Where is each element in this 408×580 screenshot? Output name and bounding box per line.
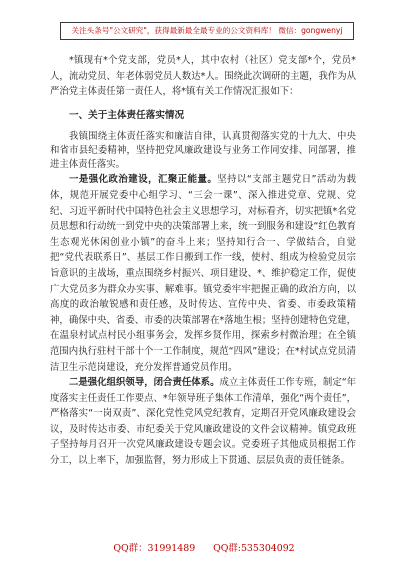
- point-one-paragraph: [50, 172, 356, 375]
- footer-qq-2: QQ群:535304092: [213, 543, 295, 554]
- footer-contact: [0, 540, 408, 554]
- point-two-body: 成立主体责任工作专班，制定“年度落实主任责任工作要点、*年领导班子集体工作清单，强化“两个责任”，严格落实“一岗双责”、深化党性党风党纪教育，定期召开党风廉政建设会议，及时传达市委、市纪委关于党风廉政建设的文件会议精神。镇党政班子坚持每月召开一次党风廉政建设专题会议。党委班子其他成员根据工作分工，以上率下，加强监督，努力形成上下贯通、层层负责的责任链条。: [50, 377, 356, 467]
- point-two-paragraph: [50, 375, 356, 469]
- intro-paragraph: *镇现有*个党支部，党员*人，其中农村（社区）党支部*个，党员*人，流动党员、年老体弱党员人数达*人。围绕此次调研的主题，我作为从严治党主体责任第一责任人，将*镇有关工作情况汇报如下：: [50, 55, 356, 98]
- point-one-lead: 一是强化政治建设，汇聚正能量。: [69, 174, 218, 186]
- promo-banner: 关注头条号"公文研究"，获得最新最全最专业的公文资料库！ 微信：gongwenyj: [60, 22, 354, 40]
- section-paragraph: 我镇围绕主体责任落实和廉洁自律，认真贯彻落实党的十九大、中央和省市县纪委精神，坚持把党风廉政建设与业务工作同安排、同部署，推进主体责任落实。: [50, 130, 356, 171]
- footer-qq-1: QQ群：31991489: [113, 543, 196, 554]
- point-one-body: 坚持以“支部主题党日”活动为载体，规范开展党委中心组学习、“三会一课”、深入推进党章、党规、党纪、习近平新时代中国特色社会主义思想学习，对标看齐，切实把镇*名党员思想和行动统一到党中央的决策部署上来，统一到服务和建设“红色教育生态观光休闲创业小镇”的奋斗上来；坚持知行合一、学做结合，自觉把“党代表联系日”、基层工作日搬到工作一线，使村、组成为检验党员宗旨意识的主战场，重点围绕乡村振兴、项目建设、*、维护稳定工作，促使广大党员多为群众办实事、解难事。镇党委牢牢把握正确的政治方向，以高度的政治敏锐感和责任感，及时传达、宣传中央、省委、市委政策精神，确保中央、省委、市委的决策部署在*落地生根；坚持创建特色党建，在温泉村试点村民小组事务会，发挥乡贤作用，探索乡村微治理；在全镇范围内执行驻村干部十个一工作制度，规范“四风”建设；在*村试点党员清洁卫生示范岗建设，充分发挥普通党员作用。: [50, 174, 356, 373]
- document-body: [50, 53, 356, 469]
- point-two-lead: 二是强化组织领导，闭合责任体系。: [69, 377, 220, 389]
- section-heading: 一、关于主体责任落实情况: [69, 109, 185, 121]
